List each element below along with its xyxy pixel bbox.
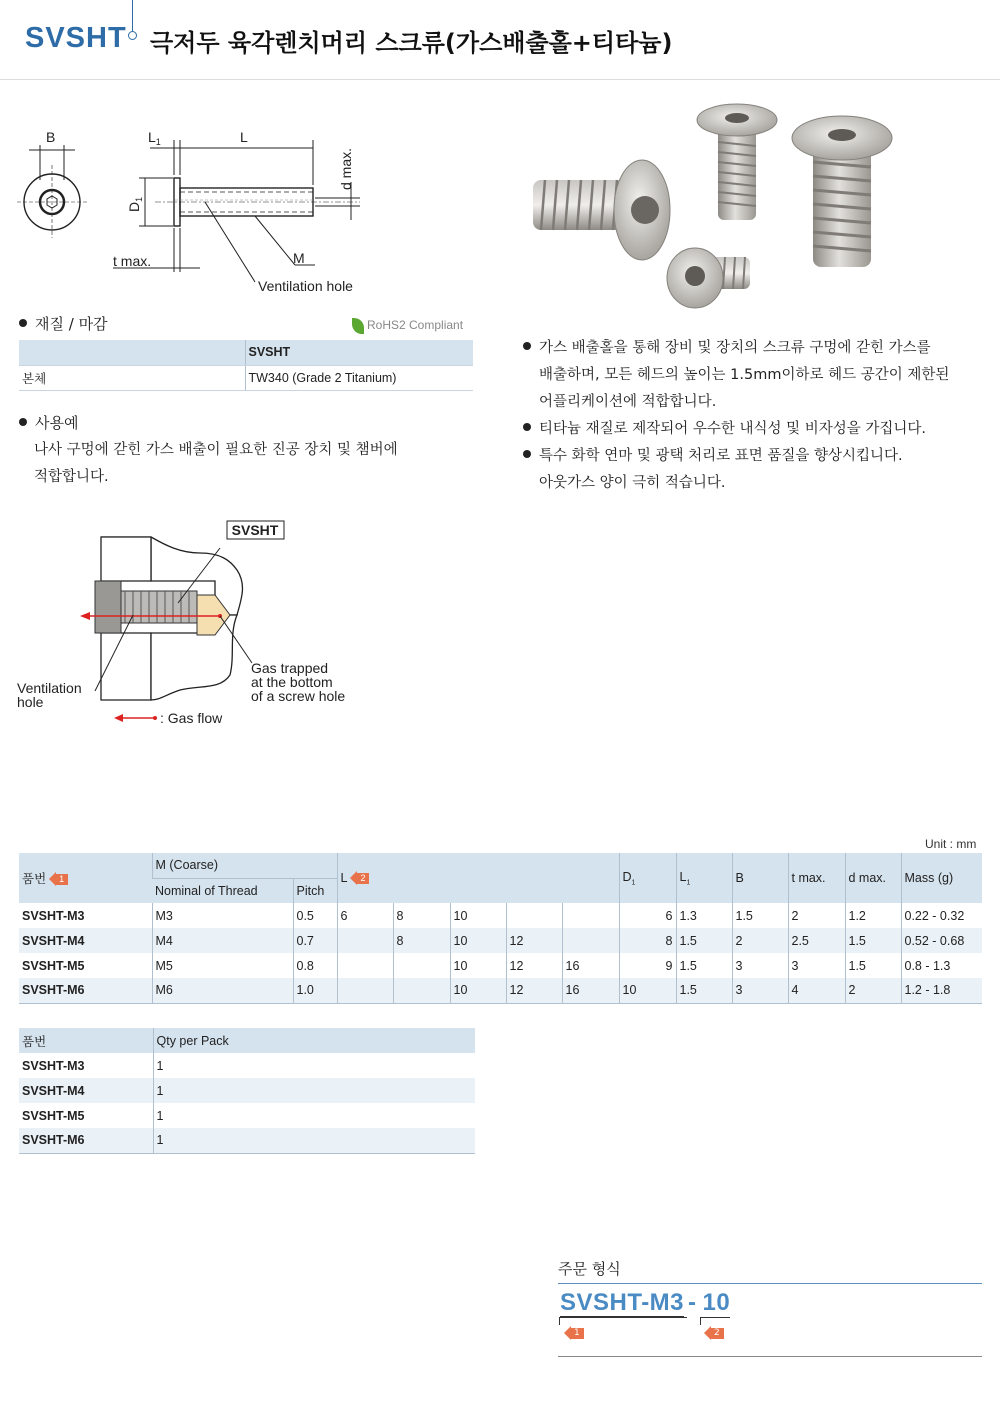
table-row: SVSHT-M3 M3 0.5 6 8 10 6 1.3 1.5 2 1.2 0.22 - 0.32	[19, 903, 982, 928]
label-tmax: t max.	[113, 253, 152, 269]
diagram-tag: SVSHT	[231, 522, 279, 538]
material-header: SVSHT	[245, 340, 473, 365]
gas-flow-legend: : Gas flow	[160, 710, 223, 726]
col-header-mass: Mass (g)	[901, 853, 982, 903]
product-code: SVSHT	[25, 22, 127, 54]
pack-header-part: 품번	[19, 1028, 153, 1053]
order-tag-1-icon: 1	[571, 1328, 584, 1339]
col-header-b: B	[732, 853, 788, 903]
rohs-badge: RoHS2 Compliant	[352, 318, 463, 334]
col-header-tmax: t max.	[788, 853, 845, 903]
table-row: SVSHT-M5 M5 0.8 10 12 16 9 1.5 3 3 1.5 0.8 - 1.3	[19, 953, 982, 978]
unit-label: Unit : mm	[925, 837, 977, 851]
label-l1: $L_1$	[148, 129, 161, 147]
order-bracket-2	[700, 1317, 730, 1325]
order-divider	[558, 1356, 982, 1357]
col-header-l: L 2	[337, 853, 619, 903]
col-header-dmax: d max.	[845, 853, 901, 903]
col-header-part: 품번 1	[19, 853, 152, 903]
usage-title: 사용예	[19, 412, 78, 433]
table-row: SVSHT-M5 1	[19, 1103, 475, 1128]
material-table	[19, 340, 473, 391]
label-m: M	[293, 250, 305, 266]
order-code: SVSHT-M3 - 10	[560, 1289, 731, 1316]
screw-large-vertical	[792, 116, 892, 267]
col-header-m: M (Coarse)	[152, 853, 337, 878]
label-ventilation-hole: Ventilation hole	[258, 278, 353, 294]
order-format	[558, 1258, 982, 1338]
col-header-d1: $D_1$	[619, 853, 676, 903]
label-l: L	[240, 129, 248, 145]
leaf-icon	[352, 318, 364, 334]
tag-1-icon: 1	[56, 874, 68, 885]
table-row: SVSHT-M4 M4 0.7 8 10 12 8 1.5 2 2.5 1.5 0.52 - 0.68	[19, 928, 982, 953]
usage-diagram	[15, 515, 360, 730]
product-photo	[525, 100, 905, 315]
diagram-vent-label-1: Ventilation	[17, 680, 82, 696]
page-header	[0, 0, 1000, 80]
screw-small-vertical	[697, 104, 777, 220]
diagram-gas-label-3: of a screw hole	[251, 688, 346, 704]
order-bracket-1	[559, 1317, 687, 1325]
order-tag-2-icon: 2	[711, 1328, 724, 1339]
diagram-gas-label-1: Gas trapped	[251, 660, 329, 676]
table-row: SVSHT-M3 1	[19, 1053, 475, 1078]
table-row: SVSHT-M4 1	[19, 1078, 475, 1103]
material-section-title: 재질 / 마감	[19, 313, 108, 334]
feature-item: 특수 화학 연마 및 광택 처리로 표면 품질을 향상시킵니다.	[523, 443, 949, 470]
label-d1: $D_1$	[126, 196, 144, 212]
table-row: SVSHT-M6 M6 1.0 10 12 16 10 1.5 3 4 2 1.2 - 1.8	[19, 978, 982, 1003]
feature-item: 가스 배출홀을 통해 장비 및 장치의 스크류 구멍에 갇힌 가스를	[523, 335, 949, 362]
dimension-drawing	[15, 120, 375, 300]
header-divider-dot	[128, 31, 137, 40]
label-b: B	[46, 129, 56, 145]
pack-table	[19, 1028, 475, 1154]
col-header-pitch: Pitch	[293, 878, 337, 903]
col-header-l1: $L_1$	[676, 853, 732, 903]
label-dmax: d max.	[338, 147, 354, 190]
screw-horizontal	[533, 160, 670, 260]
material-row-value: TW340 (Grade 2 Titanium)	[245, 365, 473, 390]
usage-text: 나사 구멍에 갇힌 가스 배출이 필요한 진공 장치 및 챔버에 적합합니다.	[34, 442, 398, 485]
diagram-vent-label-2: hole	[17, 694, 44, 710]
page-title: 극저두 육각렌치머리 스크류(가스배출홀+티타늄)	[150, 29, 673, 57]
order-format-label: 주문 형식	[558, 1258, 982, 1284]
pack-header-qty: Qty per Pack	[153, 1028, 475, 1053]
screw-small-front	[667, 248, 750, 308]
feature-list: 가스 배출홀을 통해 장비 및 장치의 스크류 구멍에 갇힌 가스를 배출하며, 모든 헤드의 높이는 1.5mm이하로 헤드 공간이 제한된 어플리케이션에 적합합니다. 티타늄 재질로 제작되어 우수한 내식성 및 비자성을 가집니다. 특수 화학 연마 및 광택 처리로 표면 품질을 향상시킵니다. 아웃가스 양이 극히 적습니다.	[523, 335, 949, 497]
material-row-label: 본체	[19, 365, 245, 390]
spec-table	[19, 853, 982, 1004]
col-header-nominal: Nominal of Thread	[152, 878, 293, 903]
tag-2-icon: 2	[357, 873, 369, 884]
header-divider-line	[132, 0, 133, 32]
feature-item: 티타늄 재질로 제작되어 우수한 내식성 및 비자성을 가집니다.	[523, 416, 949, 443]
diagram-gas-label-2: at the bottom	[251, 674, 333, 690]
table-row: SVSHT-M6 1	[19, 1128, 475, 1153]
